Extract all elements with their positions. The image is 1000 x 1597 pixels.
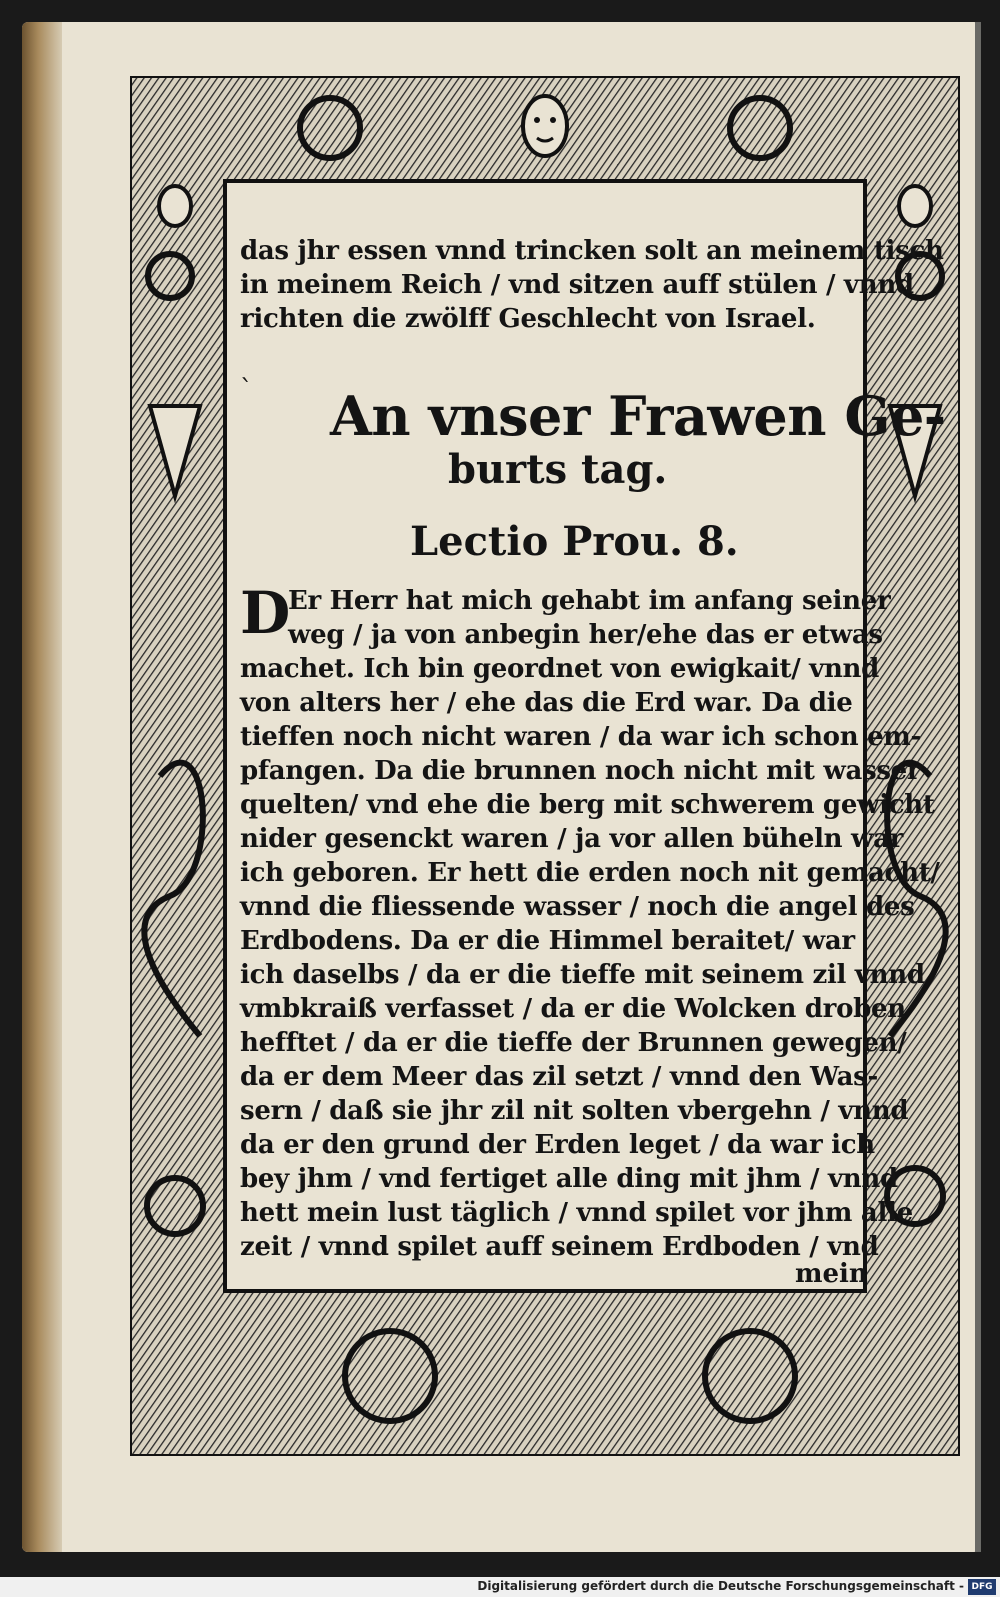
text-line: da er den grund der Erden leget / da war ich [240, 1130, 875, 1160]
text-line: Erdbodens. Da er die Himmel beraitet/ war [240, 926, 855, 956]
text-line: ich geboren. Er hett die erden noch nit gemacht/ [240, 858, 940, 888]
drop-capital: D [240, 579, 291, 647]
section-heading: An vnser Frawen Ge- [330, 384, 946, 448]
text-line: quelten/ vnd ehe die berg mit schwerem gewicht [240, 790, 935, 820]
text-line: tieffen noch nicht waren / da war ich schon em- [240, 722, 922, 752]
text-line: sern / daß sie jhr zil nit solten vbergehn / vnnd [240, 1096, 909, 1126]
text-line: pfangen. Da die brunnen noch nicht mit wasser [240, 756, 921, 786]
text-line: hett mein lust täglich / vnnd spilet vor jhm alle [240, 1198, 913, 1228]
text-line: weg / ja von anbegin her/ehe das er etwas [288, 620, 883, 650]
text-line: zeit / vnnd spilet auff seinem Erdboden / vnd [240, 1232, 879, 1262]
catchword: mein [795, 1259, 868, 1289]
book-spine-edge [22, 22, 62, 1552]
section-heading-continued: burts tag. [448, 446, 668, 493]
text-line: richten die zwölff Geschlecht von Israel. [240, 304, 816, 334]
lectio-reference: Lectio Prou. 8. [410, 518, 739, 565]
text-line: Er Herr hat mich gehabt im anfang seiner [288, 586, 891, 616]
text-line: machet. Ich bin geordnet von ewigkait/ vnnd [240, 654, 880, 684]
text-line: in meinem Reich / vnd sitzen auff stülen / vnnd [240, 270, 914, 300]
footer-bar [0, 1577, 1000, 1597]
page-edge [975, 22, 981, 1552]
text-line: da er dem Meer das zil setzt / vnnd den Was- [240, 1062, 878, 1092]
stray-mark: ` [240, 375, 253, 405]
text-line: von alters her / ehe das die Erd war. Da die [240, 688, 853, 718]
funding-notice: Digitalisierung gefördert durch die Deutsche Forschungsgemeinschaft - [477, 1579, 964, 1593]
text-line: bey jhm / vnd fertiget alle ding mit jhm / vnnd [240, 1164, 898, 1194]
dfg-logo: DFG [968, 1579, 996, 1595]
text-line: vnnd die fliessende wasser / noch die angel des [240, 892, 915, 922]
text-line: vmbkraiß verfasset / da er die Wolcken droben [240, 994, 906, 1024]
text-line: hefftet / da er die tieffe der Brunnen gewegen/ [240, 1028, 907, 1058]
text-line: ich daselbs / da er die tieffe mit seinem zil vnnd [240, 960, 925, 990]
text-line: nider gesenckt waren / ja vor allen büheln war [240, 824, 904, 854]
text-line: das jhr essen vnnd trincken solt an meinem tisch [240, 236, 944, 266]
